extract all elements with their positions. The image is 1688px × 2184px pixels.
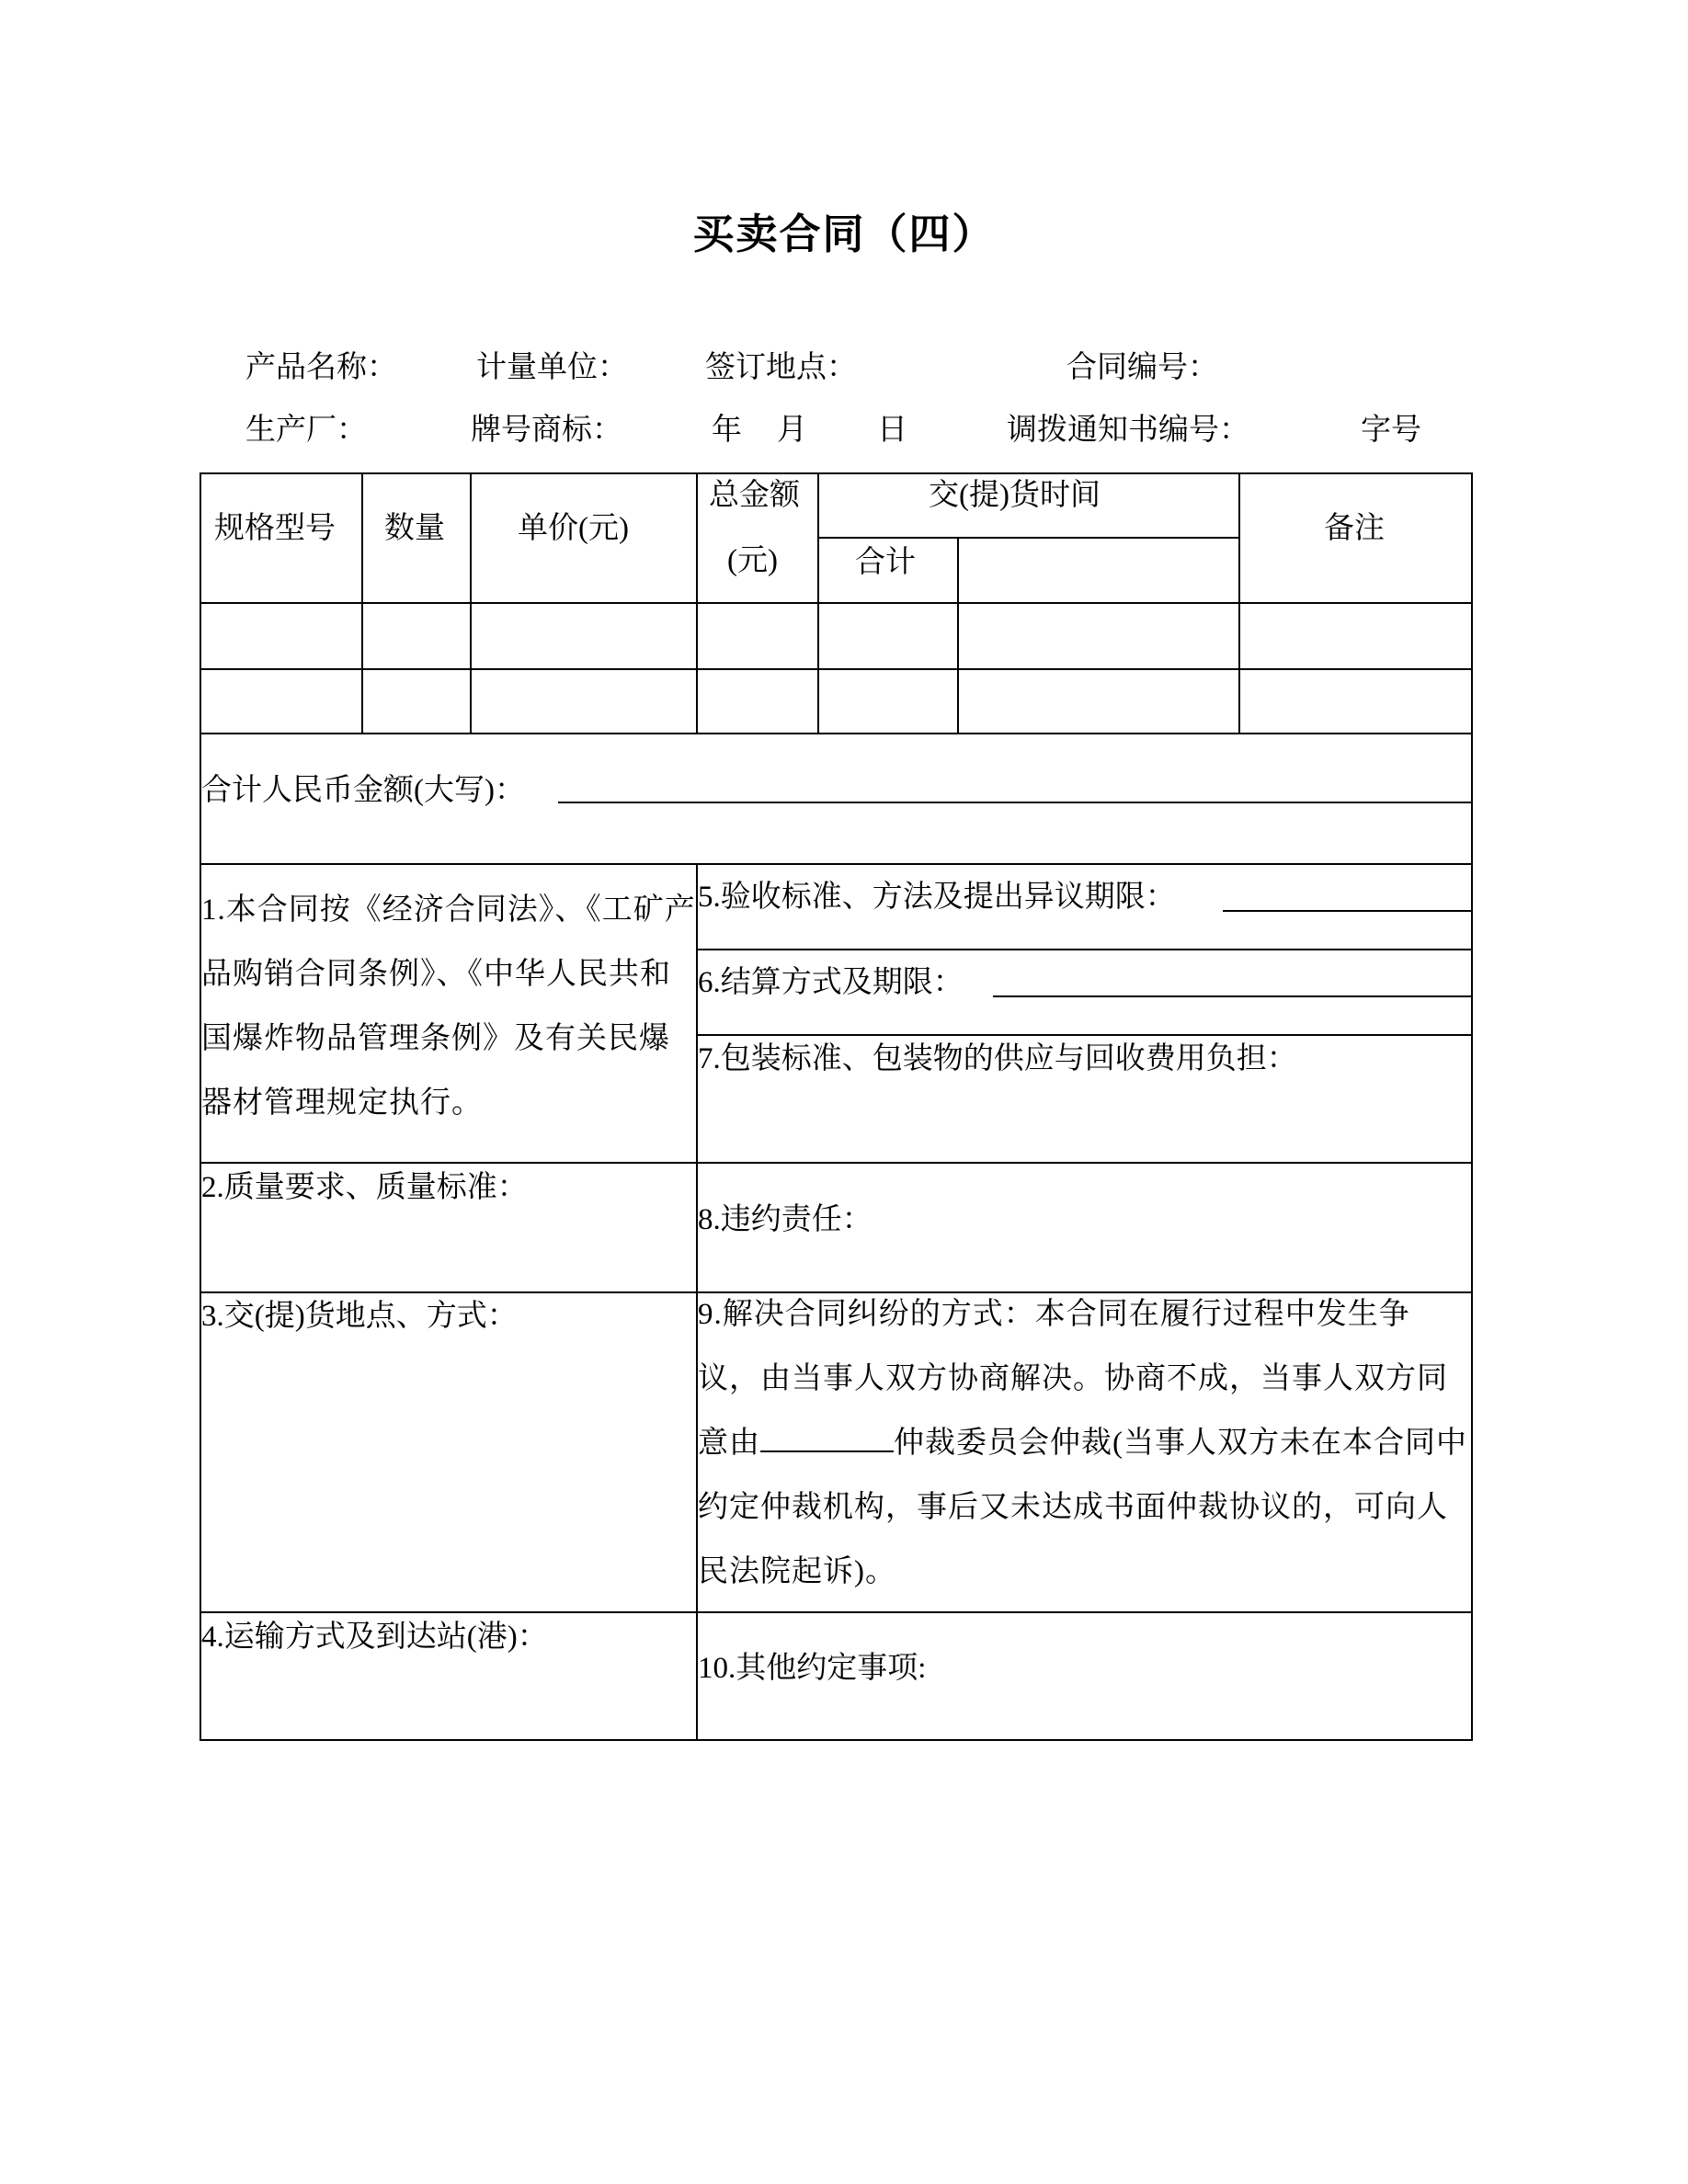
signing-place-label: 签订地点： — [705, 351, 857, 384]
clause-9-text-a: 9.解决合同纠纷的方式：本合同在履行过程中发生争议，由当事人双方协商解决。协商不成，当事人双方同意由 — [698, 1298, 1448, 1460]
year-label: 年 — [712, 414, 742, 447]
table-line — [696, 472, 698, 734]
table-line — [1238, 472, 1240, 734]
serial-number-label: 字号 — [1361, 414, 1421, 447]
clause-2: 2.质量要求、质量标准： — [201, 1171, 528, 1204]
allocation-notice-number-label: 调拨通知书编号： — [1007, 414, 1249, 447]
contract-number-label: 合同编号： — [1066, 351, 1218, 384]
col-subtotal: 合计 — [855, 546, 916, 579]
table-line — [957, 537, 959, 734]
document-title: 买卖合同（四） — [692, 211, 996, 257]
clause-10: 10.其他约定事项: — [698, 1652, 927, 1685]
col-quantity: 数量 — [384, 512, 445, 545]
clause-5: 5.验收标准、方法及提出异议期限： — [698, 881, 1176, 914]
clause-6: 6.结算方式及期限： — [698, 966, 964, 999]
manufacturer-label: 生产厂： — [245, 414, 367, 447]
col-spec-model: 规格型号 — [214, 512, 336, 545]
table-line — [817, 472, 819, 734]
clause-4: 4.运输方式及到达站(港)： — [201, 1621, 548, 1654]
table-border-top — [200, 472, 1473, 474]
table-line — [200, 1162, 1473, 1164]
clause-8: 8.违约责任： — [698, 1203, 873, 1236]
clause-1: 1.本合同按《经济合同法》、《工矿产品购销合同条例》、《中华人民共和国爆炸物品管理条例》及有关民爆器材管理规定执行。 — [201, 893, 696, 1120]
clause-3: 3.交(提)货地点、方式： — [201, 1300, 518, 1333]
table-line — [696, 1034, 1473, 1036]
col-delivery-time: 交(提)货时间 — [929, 479, 1101, 512]
table-line — [200, 733, 1473, 734]
month-label: 月 — [777, 414, 807, 447]
table-line — [361, 472, 363, 734]
total-rmb-label: 合计人民币金额(大写)： — [201, 774, 525, 807]
col-total-amount-unit: (元) — [727, 544, 778, 577]
table-line — [470, 472, 472, 734]
col-unit-price: 单价(元) — [518, 512, 629, 545]
clause-7: 7.包装标准、包装物的供应与回收费用负担： — [698, 1042, 1297, 1075]
col-total-amount: 总金额 — [709, 479, 800, 512]
table-line — [696, 949, 1473, 950]
clause-5-field[interactable] — [1223, 910, 1472, 912]
clause-9-text-b: 仲裁委员会仲裁(当事人双方未在本合同中约定仲裁机构，事后又未达成书面仲裁协议的，可向人民法院起诉)。 — [698, 1427, 1467, 1588]
unit-label: 计量单位： — [476, 351, 628, 384]
brand-label: 牌号商标： — [471, 414, 622, 447]
col-remarks: 备注 — [1324, 512, 1385, 545]
day-label: 日 — [877, 414, 907, 447]
table-line — [817, 537, 1238, 539]
arbitration-committee-field[interactable] — [760, 1425, 894, 1452]
table-line — [200, 602, 1473, 604]
product-name-label: 产品名称： — [245, 351, 397, 384]
table-line — [200, 863, 1473, 865]
table-border-bottom — [200, 1739, 1473, 1741]
clause-6-field[interactable] — [993, 995, 1472, 997]
total-rmb-field[interactable] — [558, 802, 1472, 803]
table-line — [200, 1611, 1473, 1613]
clause-9 — [698, 1282, 1472, 1604]
table-line — [200, 668, 1473, 670]
